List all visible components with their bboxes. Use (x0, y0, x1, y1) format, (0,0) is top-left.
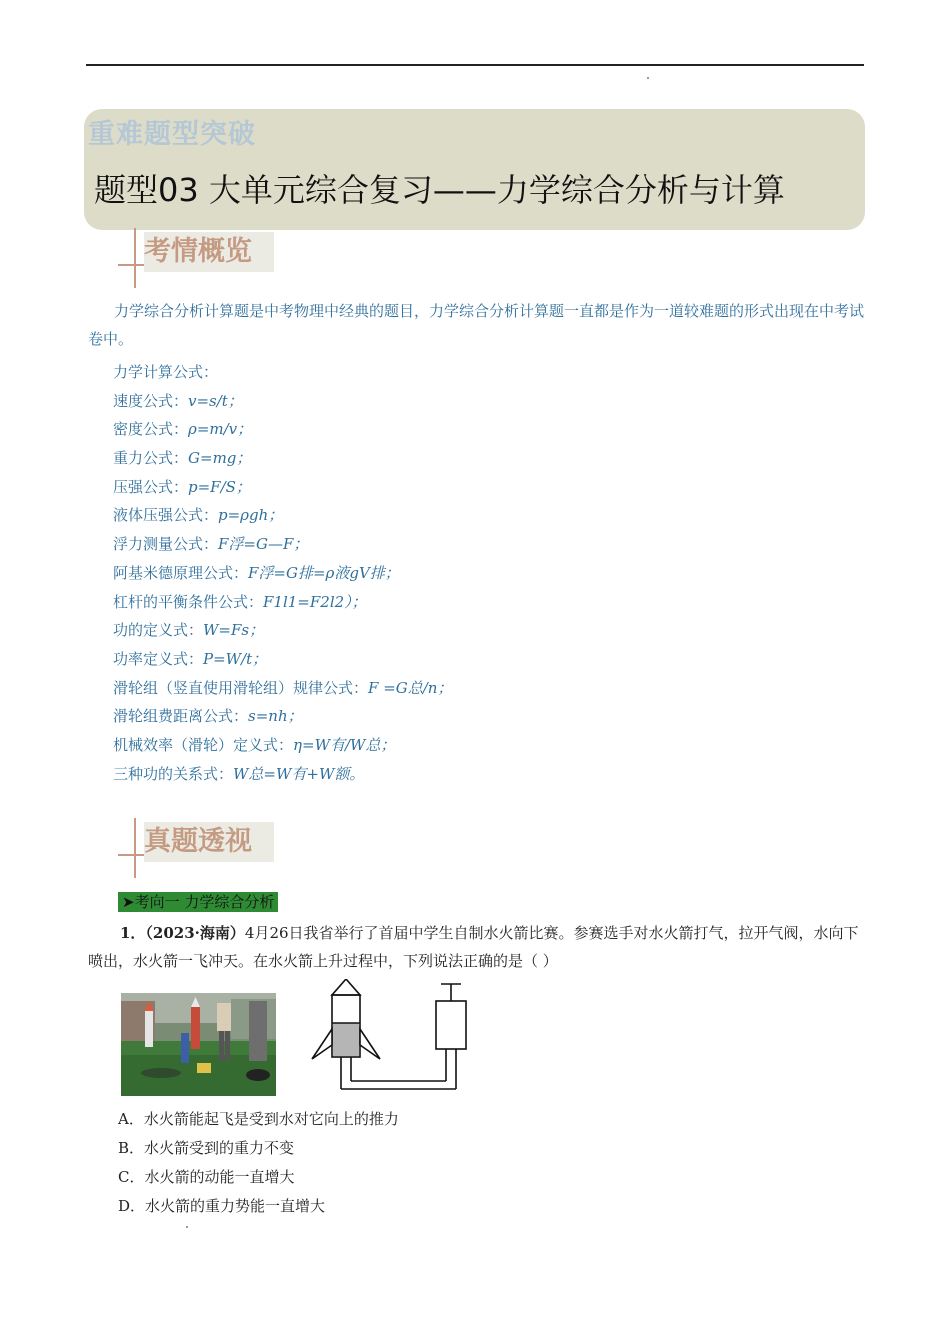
section-header-vbar (134, 818, 136, 878)
section-header-overview (118, 228, 278, 288)
intro-paragraph (88, 297, 866, 353)
formula-item (113, 674, 452, 703)
section-header-real-exam (118, 818, 278, 878)
formula-expr: P=W/t； (203, 649, 268, 668)
scan-dot (647, 77, 649, 79)
formula-item (113, 616, 452, 645)
formula-name: 速度公式： (113, 391, 189, 410)
page-title: 题型03 大单元综合复习——力学综合分析与计算 (94, 171, 785, 209)
formula-name: 杠杆的平衡条件公式： (113, 592, 264, 611)
scan-dot (186, 1226, 188, 1228)
formula-list (113, 358, 452, 788)
formula-name: 密度公式： (113, 420, 189, 439)
option-b[interactable]: B．水火箭受到的重力不变 (118, 1139, 295, 1157)
formula-name: 机械效率（滑轮）定义式： (113, 735, 294, 754)
formulas-heading: 力学计算公式： (113, 363, 219, 381)
photo-graphic (121, 993, 276, 1096)
formula-expr: F1l1=F2l2）； (263, 592, 367, 611)
formula-expr: v=s/t； (188, 391, 243, 410)
formula-expr: F浮=G排=ρ液gV排； (248, 563, 400, 582)
formula-name: 功的定义式： (113, 621, 204, 640)
formula-expr: W总=W有+W额。 (233, 764, 365, 783)
formula-name: 阿基米德原理公式： (113, 563, 249, 582)
banner-kicker: 重难题型突破 (88, 119, 256, 150)
answer-options (118, 1105, 399, 1221)
formula-item (113, 559, 452, 588)
formula-name: 压强公式： (113, 477, 189, 496)
intro-text: 力学综合分析计算题是中考物理中经典的题目，力学综合分析计算题一直都是作为一道较难题的形式出现在中考试卷中。 (88, 302, 865, 348)
formula-item (113, 702, 452, 731)
formula-expr: p=ρgh； (218, 506, 284, 525)
formula-item (113, 731, 452, 760)
formula-item (113, 415, 452, 444)
option-d[interactable]: D．水火箭的重力势能一直增大 (118, 1197, 326, 1215)
formula-name: 液体压强公式： (113, 506, 219, 525)
formula-item (113, 760, 452, 789)
diagram-graphic (308, 979, 478, 1094)
formula-expr: W=Fs； (203, 621, 265, 640)
section-label: 考情概览 (144, 232, 274, 272)
question-1 (88, 919, 864, 975)
formula-item (113, 501, 452, 530)
option-c[interactable]: C．水火箭的动能一直增大 (118, 1168, 295, 1186)
formula-expr: G=mg； (188, 449, 252, 468)
formula-name: 重力公式： (113, 449, 189, 468)
formula-name: 浮力测量公式： (113, 535, 219, 554)
formula-name: 功率定义式： (113, 649, 204, 668)
formula-expr: p=F/S； (188, 477, 251, 496)
option-a[interactable]: A．水火箭能起飞是受到水对它向上的推力 (118, 1110, 399, 1128)
formula-expr: F浮=G—F； (218, 535, 309, 554)
formula-item (113, 473, 452, 502)
topic-tag: ➤考向一 力学综合分析 (118, 892, 278, 912)
formula-expr: η=W有/W总； (293, 735, 396, 754)
section-header-vbar (134, 228, 136, 288)
rocket-launch-photo (121, 993, 276, 1096)
formula-item (113, 645, 452, 674)
formula-item (113, 387, 452, 416)
formula-name: 滑轮组（竖直使用滑轮组）规律公式： (113, 678, 369, 697)
formula-name: 三种功的关系式： (113, 764, 234, 783)
formula-item (113, 444, 452, 473)
formula-name: 滑轮组费距离公式： (113, 707, 249, 726)
formula-item (113, 530, 452, 559)
formula-expr: s=nh； (248, 707, 303, 726)
formula-item (113, 588, 452, 617)
formula-expr: ρ=m/v； (188, 420, 253, 439)
top-rule (86, 64, 864, 66)
question-text: 4月26日我省举行了首届中学生自制水火箭比赛。参赛选手对水火箭打气，拉开气阀，水向下喷出，水火箭一飞冲天。在水火箭上升过程中，下列说法正确的是（ ） (88, 924, 859, 970)
formula-expr: F =G总/n； (368, 678, 453, 697)
water-rocket-diagram (308, 979, 478, 1094)
question-source: 1．（2023·海南） (120, 924, 245, 942)
section-label: 真题透视 (144, 822, 274, 862)
